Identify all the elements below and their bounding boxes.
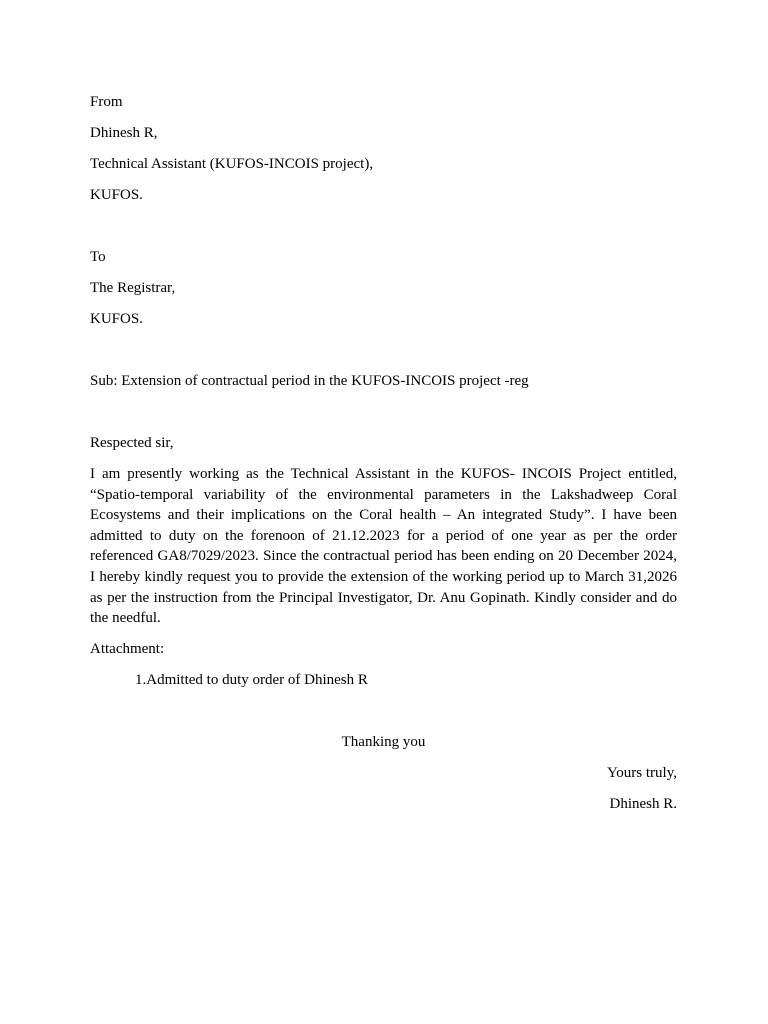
from-label: From — [90, 94, 123, 110]
thanking-line: Thanking you — [341, 733, 426, 750]
spacer — [90, 701, 677, 732]
to-label: To — [90, 249, 106, 265]
valediction: Yours truly, — [606, 764, 677, 781]
attachment-item: 1.Admitted to duty order of Dhinesh R — [135, 671, 368, 688]
letter — [90, 92, 677, 825]
sender-org: KUFOS. — [90, 187, 143, 203]
sender-name: Dhinesh R, — [90, 125, 158, 141]
subject-line: Sub: Extension of contractual period in the KUFOS-INCOIS project -reg — [90, 373, 529, 389]
body-paragraph: I am presently working as the Technical Assistant in the KUFOS- INCOIS Project entitled, “Spatio-temporal variability of the environmental parameters in the Lakshadweep Coral Ecosystems and their implications on the Coral health – An integrated Study”. I have been admitted to duty on the forenoon of 21.12.2023 for a period of one year as per the order referenced GA8/7029/2023. Since the contractual period has been ending on 20 December 2024, I hereby kindly request you to provide the extension of the working period up to March 31,2026 as per the instruction from the Principal Investigator, Dr. Anu Gopinath. Kindly consider and do the needful. — [90, 466, 677, 627]
salutation: Respected sir, — [90, 435, 174, 451]
spacer — [90, 340, 677, 371]
sender-designation: Technical Assistant (KUFOS-INCOIS project), — [90, 156, 374, 172]
recipient-name: The Registrar, — [90, 280, 176, 296]
signature-name: Dhinesh R. — [609, 795, 677, 812]
recipient-org: KUFOS. — [90, 311, 143, 327]
spacer — [90, 216, 677, 247]
attachment-label: Attachment: — [90, 640, 165, 657]
spacer — [90, 402, 677, 433]
